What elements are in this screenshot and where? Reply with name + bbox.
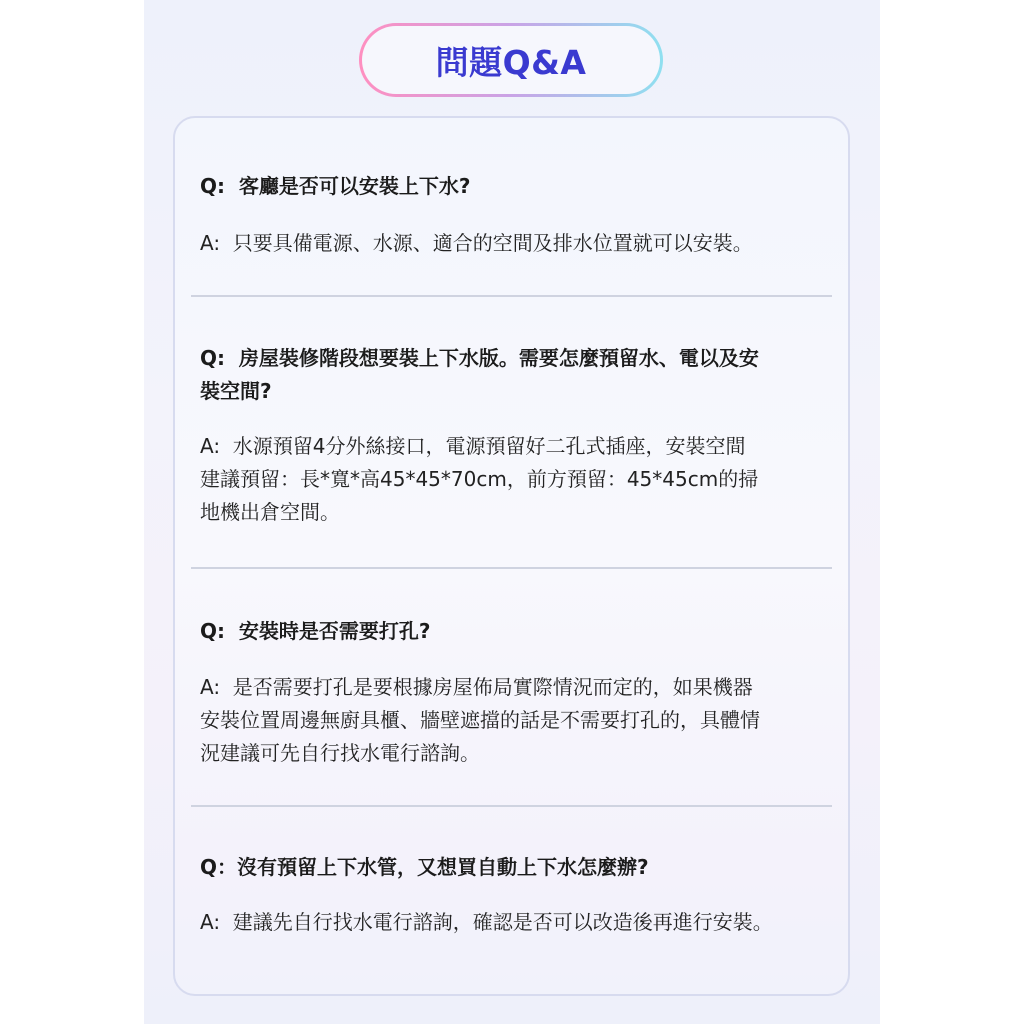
- faq-divider-2: [191, 567, 832, 569]
- faq-question-4: Q：沒有預留上下水管，又想買自動上下水怎麼辦?: [200, 855, 649, 879]
- page-title: 問題Q&A: [435, 42, 587, 82]
- faq-question-2: Q: 房屋裝修階段想要裝上下水版。需要怎麼預留水、電以及安 裝空間?: [200, 346, 759, 403]
- faq-answer-4: A: 建議先自行找水電行諮詢，確認是否可以改造後再進行安裝。: [200, 910, 773, 934]
- faq-answer-1: A: 只要具備電源、水源、適合的空間及排水位置就可以安裝。: [200, 231, 753, 255]
- faq-divider-1: [191, 295, 832, 297]
- faq-question-3: Q: 安裝時是否需要打孔?: [200, 619, 431, 643]
- title-pill: [359, 23, 663, 97]
- faq-divider-3: [191, 805, 832, 807]
- faq-question-1: Q: 客廳是否可以安裝上下水?: [200, 174, 471, 198]
- faq-answer-2: A: 水源預留4分外絲接口，電源預留好二孔式插座，安裝空間 建議預留：長*寬*高45*45*70cm，前方預留：45*45cm的掃 地機出倉空間。: [200, 434, 759, 524]
- faq-answer-3: A: 是否需要打孔是要根據房屋佈局實際情況而定的，如果機器 安裝位置周邊無廚具櫃、牆壁遮擋的話是不需要打孔的，具體情 況建議可先自行找水電行諮詢。: [200, 675, 760, 765]
